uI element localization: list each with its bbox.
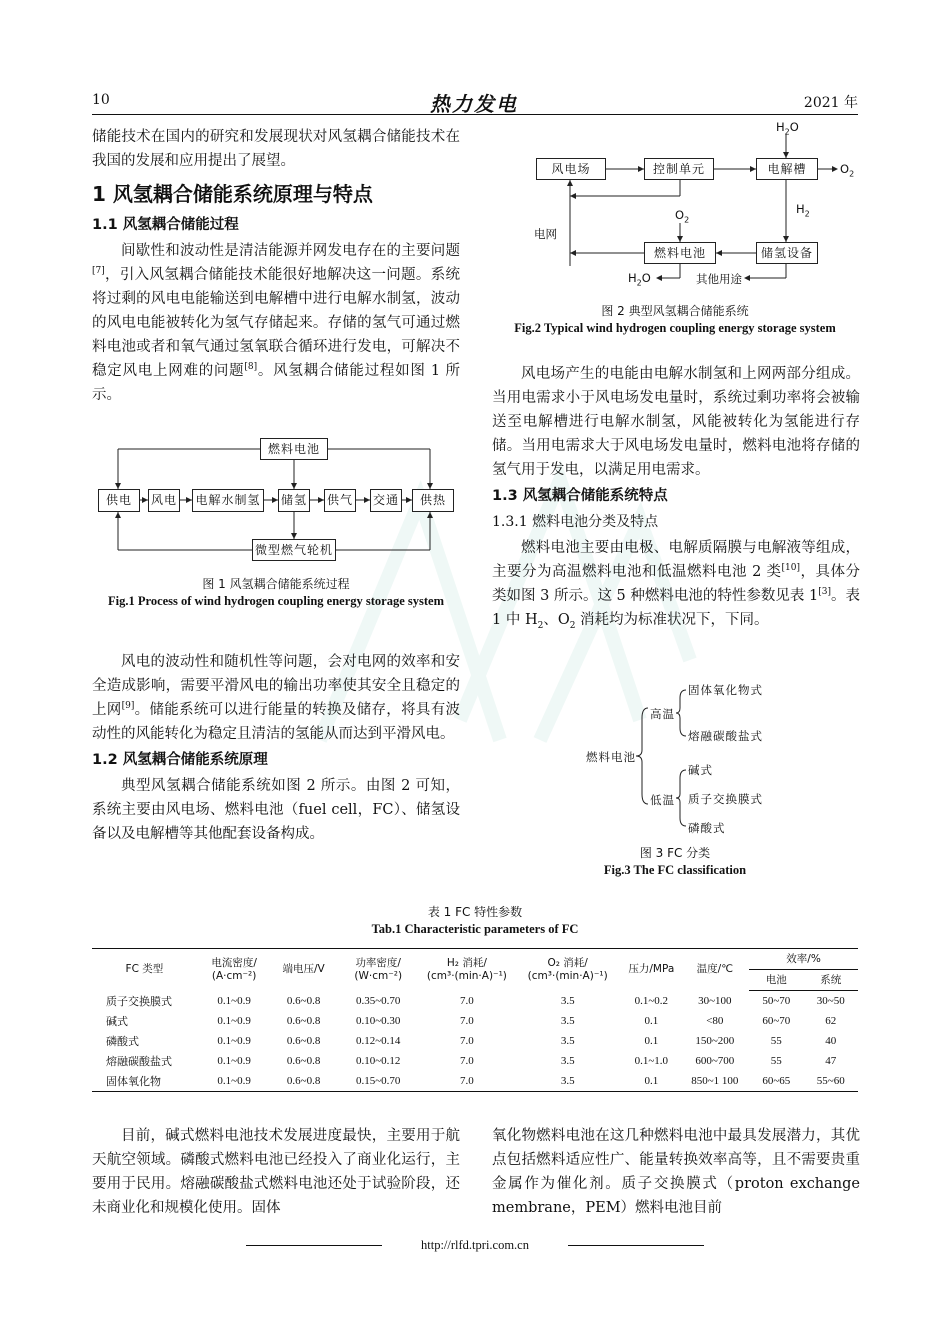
fig3-root-label: 燃料电池 <box>586 750 636 764</box>
footer-url[interactable]: http://rlfd.tpri.com.cn <box>421 1238 529 1252</box>
fig3-low-item: 碱式 <box>688 763 713 777</box>
col-pressure: 压力/MPa <box>622 949 680 991</box>
table-cell: 0.1~0.9 <box>217 994 251 1007</box>
left-column-2 <box>92 650 460 846</box>
table-cell: 7.0 <box>460 1015 474 1027</box>
paragraph-1-2: 典型风氢耦合储能系统如图 2 所示。由图 2 可知，系统主要由风电场、燃料电池（fuel cell，FC）、储氢设备以及电解槽等其他配套设备构成。 <box>92 778 460 842</box>
table-cell: 碱式 <box>106 1015 128 1028</box>
figure-2-connectors <box>530 118 860 293</box>
table-cell: 7.0 <box>460 994 474 1007</box>
table-row <box>92 1051 858 1071</box>
table-cell: 0.6~0.8 <box>286 994 321 1007</box>
header-rule <box>92 114 858 115</box>
table-cell: 0.1~0.9 <box>197 1071 272 1092</box>
fc-parameters-table <box>92 948 858 1092</box>
table-cell: 7.0 <box>460 1055 474 1067</box>
figure-2-caption <box>490 303 860 337</box>
table-cell: 150~200 <box>695 1035 735 1047</box>
table-row <box>92 1011 858 1031</box>
table-cell: 55 <box>770 1055 782 1067</box>
col-current-density: 电流密度/ (A·cm⁻²) <box>197 949 272 991</box>
table-cell: 0.1~0.2 <box>634 994 669 1007</box>
table-cell: 0.1 <box>644 1015 659 1027</box>
fig1-fuel-cell-box: 燃料电池 <box>260 438 328 460</box>
right-bottom-column <box>492 1124 860 1220</box>
table-cell: 熔融碳酸盐式 <box>106 1055 172 1068</box>
fig3-low-label: 低温 <box>650 793 675 807</box>
col-type: FC 类型 <box>92 949 197 991</box>
paragraph-sofc: 氧化物燃料电池在这几种燃料电池中最具发展潜力，其优点包括燃料适应性广、能量转换效率高等，且不需要贵重金属作为催化剂。质子交换膜式（proton exchange membrane，PEM）燃料电池目前 <box>492 1128 860 1216</box>
table-cell: 7.0 <box>460 1035 474 1047</box>
figure-2 <box>530 118 860 293</box>
paragraph-fc-progress: 目前，碱式燃料电池技术发展进度最快，主要用于航天航空领域。磷酸式燃料电池已经投入了商业化运行，主要用于民用。熔融碳酸盐式燃料电池还处于试验阶段，还未商业化和规模化使用。固体 <box>92 1128 460 1216</box>
table-cell: 7.0 <box>421 1071 514 1092</box>
footer-rule-right <box>568 1245 704 1246</box>
table-row <box>92 1071 858 1092</box>
table-row <box>92 1031 858 1051</box>
table-cell: 3.5 <box>560 994 575 1007</box>
table-cell: 3.5 <box>560 1055 575 1067</box>
table-cell: 47 <box>825 1055 837 1067</box>
fig3-high-label: 高温 <box>650 707 675 721</box>
table-cell: 0.1~1.0 <box>634 1055 669 1067</box>
figure-2-caption-en: Fig.2 Typical wind hydrogen coupling energy storage system <box>514 321 836 335</box>
fig3-low-item: 质子交换膜式 <box>688 792 763 806</box>
fig1-micro-turbine-box: 微型燃气轮机 <box>252 539 336 561</box>
col-efficiency: 效率/% <box>749 949 858 970</box>
table-cell: 600~700 <box>695 1055 735 1067</box>
fig2-label-grid: 电网 <box>534 227 557 241</box>
table-cell: 磷酸式 <box>106 1035 139 1048</box>
fig3-high-item: 熔融碳酸盐式 <box>688 729 763 743</box>
fig2-fuel-cell-box: 燃料电池 <box>644 242 716 264</box>
fig1-hydrogen-storage-box: 储氢 <box>278 489 310 512</box>
table-cell: 40 <box>825 1035 837 1047</box>
table-cell: 55 <box>770 1035 782 1047</box>
table-cell: 55~60 <box>804 1071 858 1092</box>
col-power-density: 功率密度/ (W·cm⁻²) <box>336 949 421 991</box>
paragraph-grid: 风电的波动性和随机性等问题，会对电网的效率和安全造成影响，需要平滑风电的输出功率使其安全且稳定的上网[9]。储能系统可以进行能量的转换及储存，将具有波动性的风能转化为稳定且清洁的氢能从而达到平滑风电。 <box>92 654 461 742</box>
fig2-label-o2-mid: $O_2$ <box>675 208 690 225</box>
paragraph-1-1: 间歇性和波动性是清洁能源并网发电存在的主要问题[7]，引入风氢耦合储能技术能很好地解决这一问题。系统将过剩的风电电能输送到电解槽中进行电解水制氢，波动的风电电能被转化为氢气存储起来。存储的氢气可通过燃料电池或者和氧气通过氢氧联合循环进行发电，可解决不稳定风电上网难的问题[8]。风氢耦合储能过程如图 1 所示。 <box>92 243 460 403</box>
table-cell: 0.35~0.70 <box>355 994 401 1007</box>
page-number: 10 <box>92 92 110 108</box>
right-column <box>492 362 860 632</box>
left-column <box>92 125 460 407</box>
fig1-supply-gas-box: 供气 <box>324 489 356 512</box>
table-cell: 60~65 <box>749 1071 803 1092</box>
ref-3: [3] <box>818 587 831 598</box>
table-cell: 30~50 <box>816 995 845 1007</box>
col-temperature: 温度/℃ <box>681 949 750 991</box>
fig2-label-h2: $H_2$ <box>796 202 810 219</box>
table-cell: 0.6~0.8 <box>286 1035 321 1047</box>
table-cell: 固体氧化物 <box>92 1071 197 1092</box>
fig1-transport-box: 交通 <box>370 489 402 512</box>
paragraph-fc-types: 燃料电池主要由电极、电解质隔膜与电解液等组成，主要分为高温燃料电池和低温燃料电池 2 类[10]，具体分类如图 3 所示。这 5 种燃料电池的特性参数见表 1[3]。表 1 中 $H_2$、$O_2$ 消耗均为标准状况下，下同。 <box>492 540 860 631</box>
fig1-electrolysis-box: 电解水制氢 <box>192 489 264 512</box>
fig1-wind-power-box: 风电 <box>148 489 180 512</box>
table-cell: 0.1 <box>622 1071 680 1092</box>
fig3-high-item: 固体氧化物式 <box>688 683 763 697</box>
table-cell: 0.1 <box>644 1035 659 1047</box>
table-cell: 62 <box>825 1015 837 1027</box>
table-cell: 3.5 <box>513 1071 622 1092</box>
table-cell: 0.6~0.8 <box>271 1071 336 1092</box>
figure-1-caption-en: Fig.1 Process of wind hydrogen coupling energy storage system <box>108 594 444 608</box>
fig2-label-other-use: 其他用途 <box>696 272 742 286</box>
col-eff-system: 系统 <box>804 970 858 991</box>
table-cell: 0.10~0.30 <box>355 1015 401 1027</box>
figure-3-caption <box>490 845 860 879</box>
table-cell: 0.12~0.14 <box>355 1035 401 1047</box>
table-cell: 0.1~0.9 <box>217 1015 251 1027</box>
table-body <box>92 991 858 1092</box>
ref-9: [9] <box>121 701 135 712</box>
table-cell: 0.6~0.8 <box>286 1015 321 1027</box>
fig2-electrolyzer-box: 电解槽 <box>756 158 818 180</box>
table-1-caption <box>92 904 858 938</box>
subsection-1-3-1-title: 1.3.1 燃料电池分类及特点 <box>492 514 659 530</box>
issue-year: 2021 年 <box>803 95 858 111</box>
fig2-wind-farm-box: 风电场 <box>536 158 606 180</box>
fig2-h2-storage-box: 储氢设备 <box>756 242 818 264</box>
col-h2: H₂ 消耗/ (cm³·(min·A)⁻¹) <box>421 949 514 991</box>
table-cell: 30~100 <box>698 994 732 1007</box>
table-cell: 0.15~0.70 <box>336 1071 421 1092</box>
fig2-label-h2o-top: $H_2O$ <box>776 120 799 137</box>
intro-paragraph: 储能技术在国内的研究和发展现状对风氢耦合储能技术在我国的发展和应用提出了展望。 <box>92 129 460 169</box>
ref-7: [7] <box>92 266 105 277</box>
table-cell: 3.5 <box>560 1015 575 1027</box>
figure-3 <box>580 678 780 838</box>
table-1-caption-en: Tab.1 Characteristic parameters of FC <box>371 922 579 936</box>
table-cell: 0.10~0.12 <box>355 1055 401 1067</box>
figure-3-caption-en: Fig.3 The FC classification <box>603 863 747 877</box>
subsection-1-2-title: 1.2 风氢耦合储能系统原理 <box>92 752 268 768</box>
col-voltage: 端电压/V <box>271 949 336 991</box>
journal-title: 热力发电 <box>430 92 518 116</box>
col-o2: O₂ 消耗/ (cm³·(min·A)⁻¹) <box>513 949 622 991</box>
ref-10: [10] <box>781 563 800 574</box>
table-cell: 0.6~0.8 <box>286 1055 321 1067</box>
table-cell: 3.5 <box>560 1035 575 1047</box>
left-bottom-column <box>92 1124 460 1220</box>
paragraph-wind-farm: 风电场产生的电能由电解水制氢和上网两部分组成。当用电需求小于风电场发电量时，系统过剩功率将会被输送至电解槽进行电解水制氢，风能被转化为氢能进行存储。当用电需求大于风电场发电量时，燃料电池将存储的氢气用于发电，以满足用电需求。 <box>492 366 860 478</box>
table-cell: 质子交换膜式 <box>106 994 172 1008</box>
table-cell: 850~1 100 <box>681 1071 750 1092</box>
subsection-1-3-title: 1.3 风氢耦合储能系统特点 <box>492 488 668 504</box>
col-eff-cell: 电池 <box>749 970 803 991</box>
figure-3-caption-cn: 图 3 FC 分类 <box>639 846 711 860</box>
fig1-supply-heat-box: 供热 <box>412 489 454 512</box>
table-row <box>92 991 858 1012</box>
fig2-label-h2o-bottom: $H_2O$ <box>628 271 651 288</box>
table-1-caption-cn: 表 1 FC 特性参数 <box>427 905 523 919</box>
table-cell: 0.1~0.9 <box>217 1035 251 1047</box>
fig1-supply-power-box: 供电 <box>98 489 140 512</box>
section-title: 1 风氢耦合储能系统原理与特点 <box>92 182 373 206</box>
table-cell: <80 <box>706 1015 724 1027</box>
figure-2-caption-cn: 图 2 典型风氢耦合储能系统 <box>601 304 749 318</box>
figure-1-caption-cn: 图 1 风氢耦合储能系统过程 <box>202 577 350 591</box>
subsection-1-1-title: 1.1 风氢耦合储能过程 <box>92 217 239 233</box>
figure-1 <box>92 432 460 572</box>
ref-8: [8] <box>244 362 258 373</box>
table-cell: 0.1~0.9 <box>217 1055 251 1067</box>
table-cell: 50~70 <box>762 995 791 1007</box>
fig2-label-o2-right: $O_2$ <box>840 162 855 179</box>
fig3-low-item: 磷酸式 <box>688 821 726 835</box>
table-cell: 60~70 <box>762 1015 791 1027</box>
fig2-control-unit-box: 控制单元 <box>644 158 714 180</box>
figure-1-caption <box>92 576 460 610</box>
